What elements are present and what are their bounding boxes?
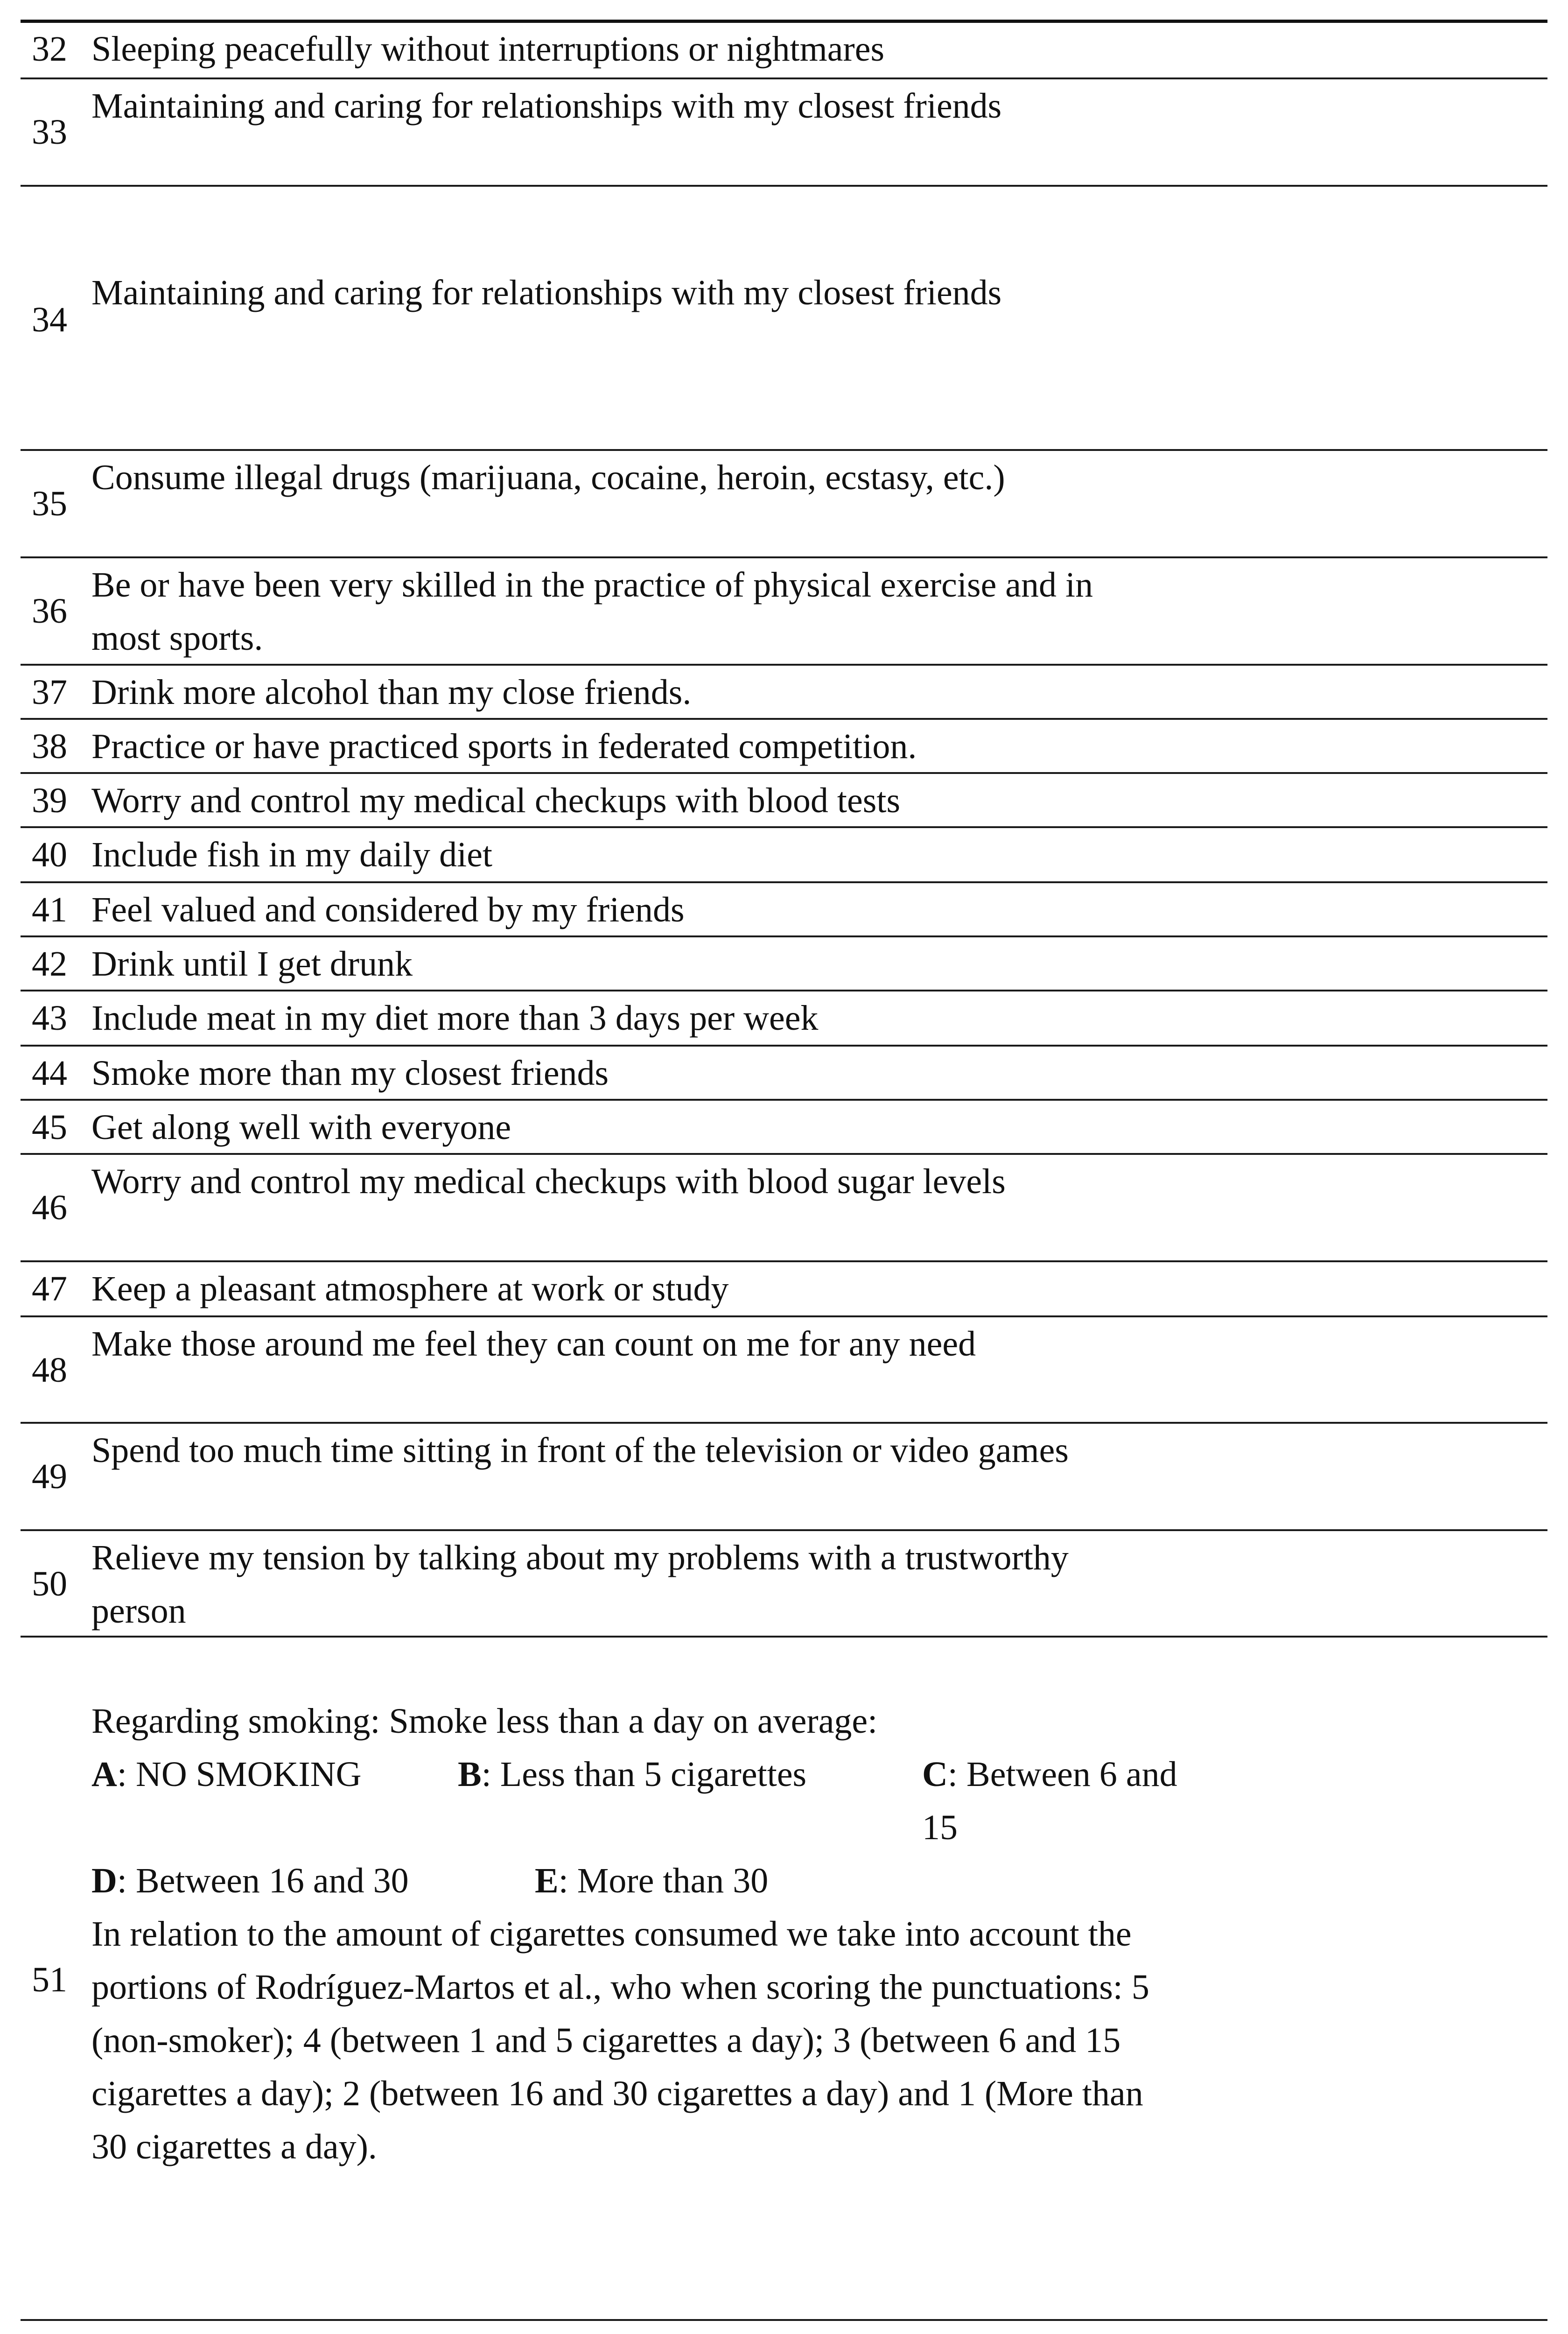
smoking-options-line1 <box>91 1748 361 1801</box>
option-a-key: A <box>91 1755 117 1794</box>
table-row <box>21 664 1547 718</box>
row-text: Relieve my tension by talking about my problems with a trustworthy person <box>91 1538 1069 1631</box>
smoking-option-e <box>535 1854 768 1907</box>
row-text: Get along well with everyone <box>91 1108 511 1147</box>
row-text: Feel valued and considered by my friends <box>91 890 685 929</box>
row-number: 33 <box>32 112 67 152</box>
row-text: Drink until I get drunk <box>91 944 413 984</box>
row-text: Keep a pleasant atmosphere at work or study <box>91 1269 729 1308</box>
row-text: Drink more alcohol than my close friends. <box>91 673 692 712</box>
row-number: 47 <box>32 1269 67 1308</box>
row-number: 35 <box>32 484 67 523</box>
smoking-option-b <box>458 1748 806 1801</box>
row-number: 39 <box>32 781 67 820</box>
row-text: Worry and control my medical checkups with blood tests <box>91 781 901 820</box>
row-text: Include meat in my diet more than 3 days per week <box>91 998 819 1038</box>
smoking-intro: Regarding smoking: Smoke less than a day on average: <box>91 1701 878 1741</box>
row-number: 46 <box>32 1188 67 1227</box>
row-number: 44 <box>32 1054 67 1093</box>
table-row <box>21 826 1547 881</box>
row-text: Sleeping peacefully without interruptions or nightmares <box>91 29 885 69</box>
table-row <box>21 881 1547 935</box>
table-row <box>21 2319 1547 2334</box>
row-number: 51 <box>32 1960 67 1999</box>
row-text: Be or have been very skilled in the practice of physical exercise and in most sports. <box>91 565 1093 658</box>
table-row <box>21 718 1547 772</box>
row-text: Make those around me feel they can count on me for any need <box>91 1324 976 1364</box>
option-d-text: : Between 16 and 30 <box>117 1861 409 1900</box>
row-text: Practice or have practiced sports in federated competition. <box>91 727 917 766</box>
table-row <box>21 1153 1547 1260</box>
row-number: 48 <box>32 1350 67 1390</box>
row-number: 36 <box>32 591 67 631</box>
table-row <box>21 1529 1547 1636</box>
row-number: 32 <box>32 29 67 69</box>
row-number: 50 <box>32 1564 67 1603</box>
table-row <box>21 77 1547 184</box>
table-row <box>21 1099 1547 1153</box>
row-text: Include fish in my daily diet <box>91 835 493 874</box>
row-text: Smoke more than my closest friends <box>91 1054 609 1093</box>
option-e-key: E <box>535 1861 559 1900</box>
option-d-key: D <box>91 1861 117 1900</box>
option-c-key: C <box>922 1755 948 1794</box>
table-row <box>21 1636 1547 2319</box>
row-text: Consume illegal drugs (marijuana, cocaine, heroin, ecstasy, etc.) <box>91 458 1005 497</box>
row-number: 34 <box>32 300 67 339</box>
table-row <box>21 1315 1547 1422</box>
row-text: Maintaining and caring for relationships with my closest friends <box>91 273 1002 312</box>
table-row <box>21 556 1547 664</box>
table-row <box>21 449 1547 555</box>
row-text: Spend too much time sitting in front of the television or video games <box>91 1431 1069 1470</box>
table-row <box>21 772 1547 826</box>
row-number: 38 <box>32 727 67 766</box>
option-c-text: : Between 6 and 15 <box>922 1755 1177 1847</box>
row-number: 41 <box>32 890 67 929</box>
row-text: Maintaining and caring for relationships with my closest friends <box>91 86 1002 126</box>
row-number: 49 <box>32 1457 67 1496</box>
option-b-text: : Less than 5 cigarettes <box>481 1755 807 1794</box>
table-row <box>21 935 1547 990</box>
table-row <box>21 1422 1547 1529</box>
option-a-text: : NO SMOKING <box>117 1755 362 1794</box>
option-b-key: B <box>458 1755 482 1794</box>
row-number: 43 <box>32 998 67 1038</box>
row-number: 37 <box>32 673 67 712</box>
row-number: 42 <box>32 944 67 984</box>
smoking-scoring-note: In relation to the amount of cigarettes consumed we take into account the portions of Rodríguez-Martos et al., who when scoring the punctuations: 5 (non-smoker); 4 (between 1 and 5 cigarettes a day); 3 (between 6 and 15 cigarettes a day); 2 (between 16 and 30 cigarettes a day) and 1 (More than 30 cigarettes a day). <box>91 1914 1149 2166</box>
row-text: Worry and control my medical checkups with blood sugar levels <box>91 1162 1006 1201</box>
row-number: 45 <box>32 1108 67 1147</box>
row-number: 40 <box>32 835 67 874</box>
table-row <box>21 1045 1547 1099</box>
smoking-option-d <box>91 1854 409 1907</box>
smoking-block <box>91 1694 1177 2175</box>
table-row <box>21 22 1547 77</box>
smoking-option-c <box>922 1748 1202 1854</box>
table-row <box>21 185 1547 449</box>
table-row <box>21 990 1547 1045</box>
option-e-text: : More than 30 <box>558 1861 769 1900</box>
table-row <box>21 1260 1547 1315</box>
